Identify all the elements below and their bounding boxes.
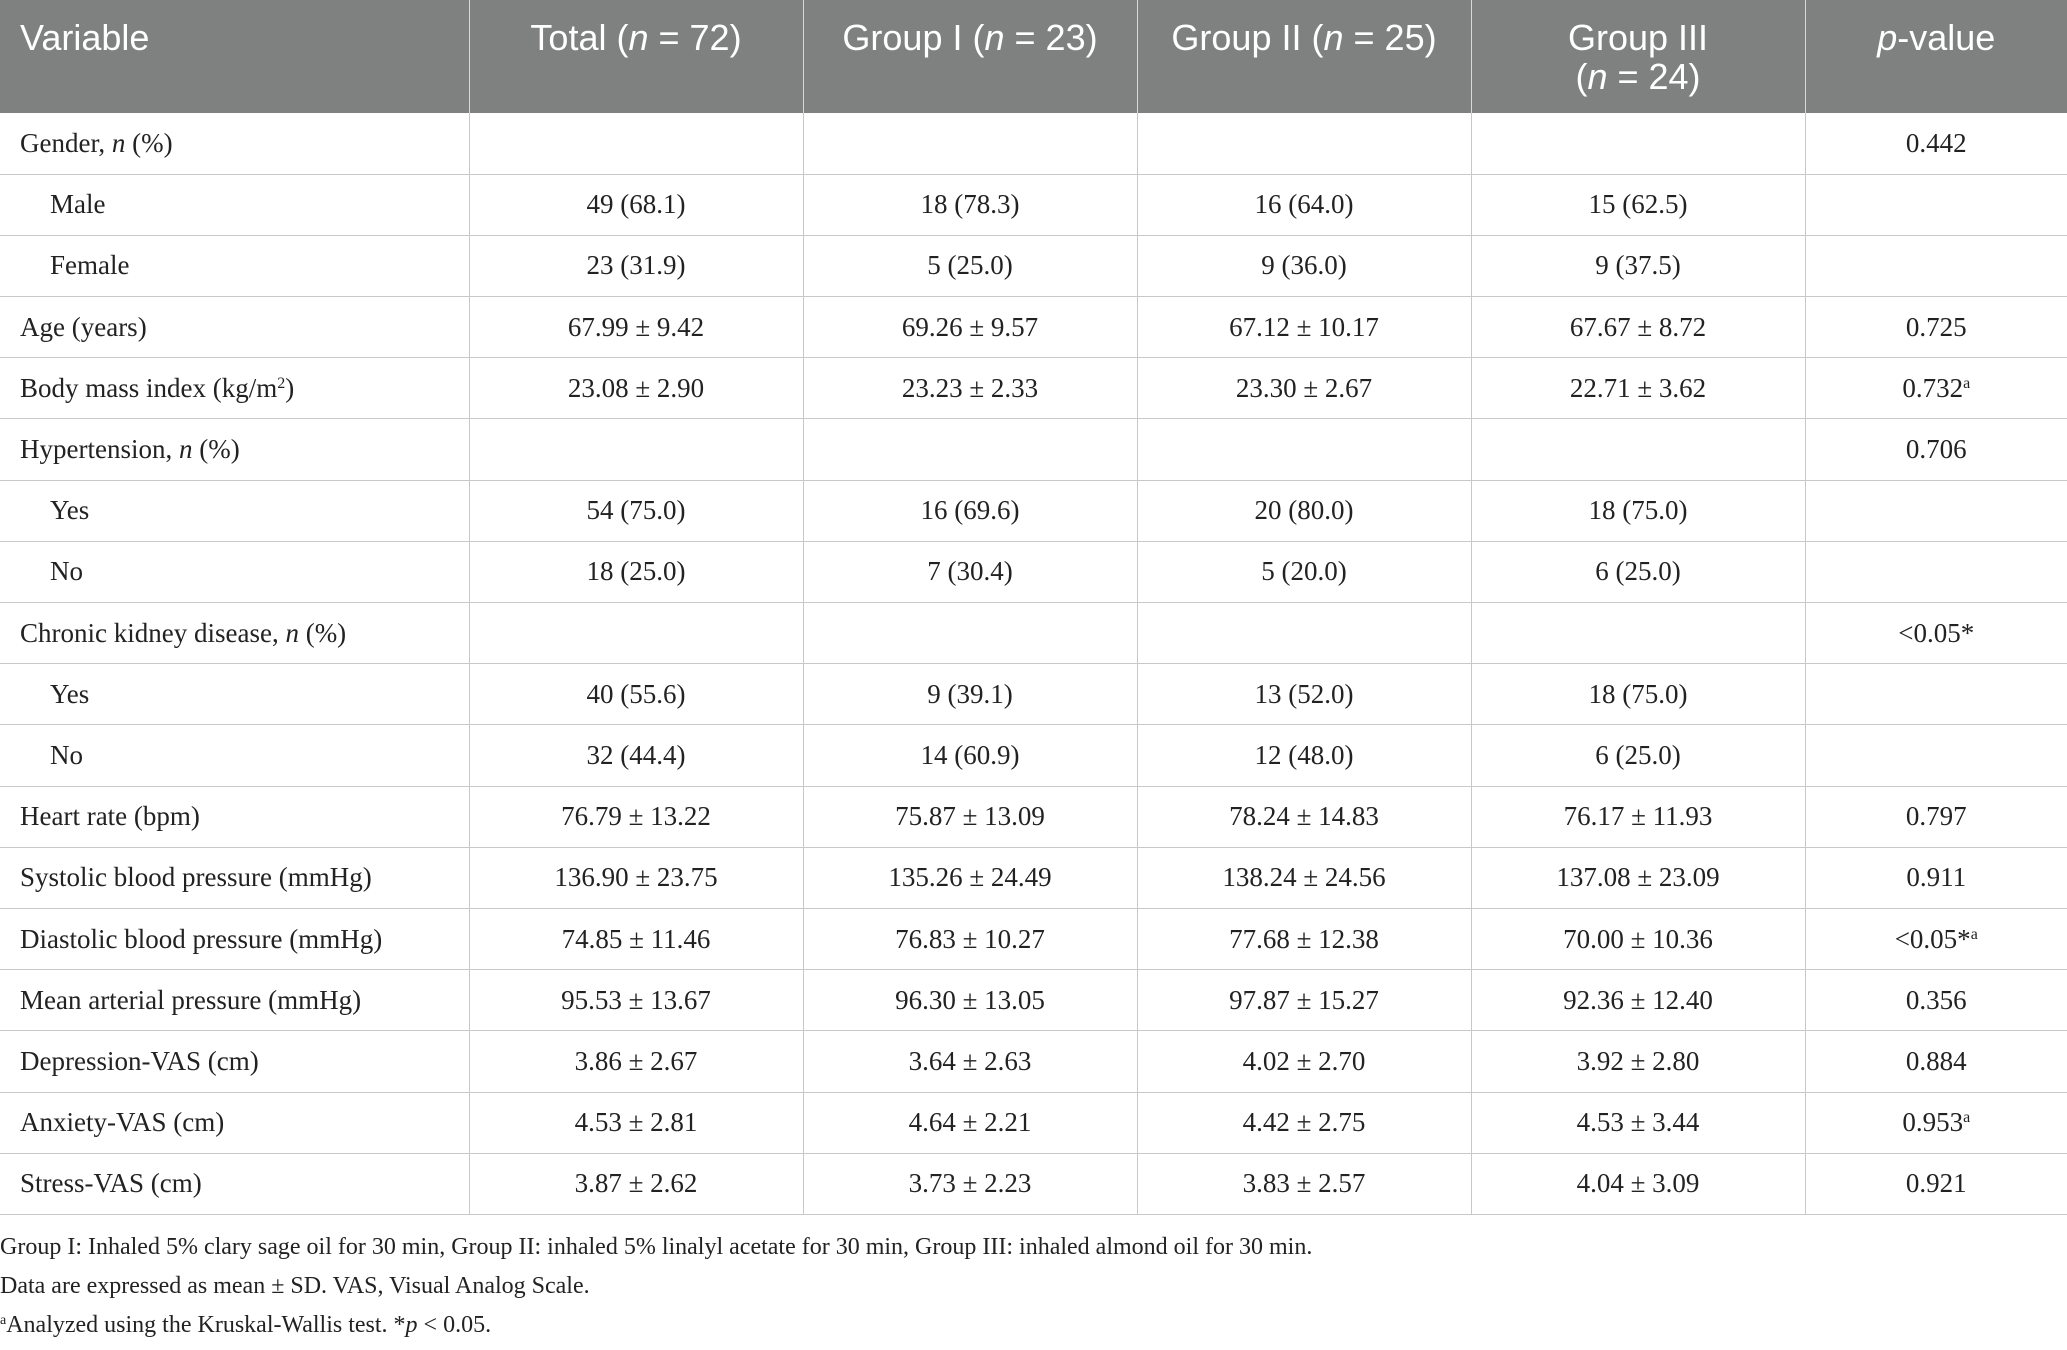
table-row — [0, 1031, 2067, 1092]
cell-group-1: 16 (69.6) — [803, 480, 1137, 541]
cell-p-value: 0.921 — [1805, 1153, 2067, 1214]
cell-group-3: 6 (25.0) — [1471, 725, 1805, 786]
row-label: No — [0, 725, 469, 786]
header-group-1: Group I (n = 23) — [803, 0, 1137, 113]
cell-group-3: 18 (75.0) — [1471, 480, 1805, 541]
cell-group-1: 18 (78.3) — [803, 174, 1137, 235]
table-row — [0, 786, 2067, 847]
footnote-kruskal-wallis: $^a$Analyzed using the Kruskal-Wallis test. *p < 0.05. — [0, 1312, 492, 1338]
footnote-groups: Group I: Inhaled 5% clary sage oil for 30 min, Group II: inhaled 5% linalyl acetate for 30 min, Group III: inhaled almond oil for 30 min. — [0, 1234, 1313, 1260]
cell-group-1: 3.64 ± 2.63 — [803, 1031, 1137, 1092]
cell-group-3: 3.92 ± 2.80 — [1471, 1031, 1805, 1092]
row-label: Age (years) — [0, 297, 469, 358]
cell-total: 76.79 ± 13.22 — [469, 786, 803, 847]
cell-group-1: 69.26 ± 9.57 — [803, 297, 1137, 358]
cell-p-value: 0.442 — [1805, 113, 2067, 174]
row-label: Yes — [0, 480, 469, 541]
table-row — [0, 358, 2067, 419]
cell-group-3: 15 (62.5) — [1471, 174, 1805, 235]
cell-group-3 — [1471, 419, 1805, 480]
cell-group-3: 6 (25.0) — [1471, 541, 1805, 602]
footnote-data: Data are expressed as mean ± SD. VAS, Visual Analog Scale. — [0, 1273, 590, 1299]
table-row — [0, 664, 2067, 725]
cell-p-value: 0.911 — [1805, 847, 2067, 908]
cell-total: 23.08 ± 2.90 — [469, 358, 803, 419]
cell-group-1: 75.87 ± 13.09 — [803, 786, 1137, 847]
cell-group-3: 137.08 ± 23.09 — [1471, 847, 1805, 908]
cell-group-1 — [803, 603, 1137, 664]
cell-group-1: 3.73 ± 2.23 — [803, 1153, 1137, 1214]
cell-group-3: 76.17 ± 11.93 — [1471, 786, 1805, 847]
cell-group-1: 23.23 ± 2.33 — [803, 358, 1137, 419]
table-row — [0, 603, 2067, 664]
cell-group-2: 20 (80.0) — [1137, 480, 1471, 541]
cell-group-2: 97.87 ± 15.27 — [1137, 970, 1471, 1031]
cell-p-value — [1805, 541, 2067, 602]
cell-group-3: 4.04 ± 3.09 — [1471, 1153, 1805, 1214]
row-label: Female — [0, 235, 469, 296]
table-footnotes — [0, 1228, 2067, 1345]
cell-p-value: 0.706 — [1805, 419, 2067, 480]
table-row — [0, 541, 2067, 602]
cell-group-2: 9 (36.0) — [1137, 235, 1471, 296]
cell-p-value — [1805, 235, 2067, 296]
header-row — [0, 0, 2067, 113]
row-label: Mean arterial pressure (mmHg) — [0, 970, 469, 1031]
cell-p-value: <0.05*$^a$ — [1805, 908, 2067, 969]
cell-group-2: 3.83 ± 2.57 — [1137, 1153, 1471, 1214]
cell-group-3: 67.67 ± 8.72 — [1471, 297, 1805, 358]
cell-total: 32 (44.4) — [469, 725, 803, 786]
cell-p-value: 0.356 — [1805, 970, 2067, 1031]
cell-total: 54 (75.0) — [469, 480, 803, 541]
cell-total: 3.87 ± 2.62 — [469, 1153, 803, 1214]
cell-group-2: 16 (64.0) — [1137, 174, 1471, 235]
row-label: Gender, n (%) — [0, 113, 469, 174]
header-group-2: Group II (n = 25) — [1137, 0, 1471, 113]
row-label: Heart rate (bpm) — [0, 786, 469, 847]
cell-group-1: 5 (25.0) — [803, 235, 1137, 296]
cell-total — [469, 113, 803, 174]
cell-p-value: 0.732$^a$ — [1805, 358, 2067, 419]
table-row — [0, 1153, 2067, 1214]
row-label: Chronic kidney disease, n (%) — [0, 603, 469, 664]
cell-group-2: 12 (48.0) — [1137, 725, 1471, 786]
cell-group-1: 4.64 ± 2.21 — [803, 1092, 1137, 1153]
cell-p-value: <0.05* — [1805, 603, 2067, 664]
table-row — [0, 847, 2067, 908]
cell-group-1: 7 (30.4) — [803, 541, 1137, 602]
row-label: Male — [0, 174, 469, 235]
table-row — [0, 725, 2067, 786]
cell-group-2 — [1137, 603, 1471, 664]
cell-p-value — [1805, 480, 2067, 541]
cell-group-2: 77.68 ± 12.38 — [1137, 908, 1471, 969]
cell-p-value: 0.725 — [1805, 297, 2067, 358]
cell-total: 40 (55.6) — [469, 664, 803, 725]
cell-group-2: 13 (52.0) — [1137, 664, 1471, 725]
cell-group-2: 4.02 ± 2.70 — [1137, 1031, 1471, 1092]
cell-p-value — [1805, 174, 2067, 235]
cell-group-3: 92.36 ± 12.40 — [1471, 970, 1805, 1031]
row-label: Anxiety-VAS (cm) — [0, 1092, 469, 1153]
cell-p-value: 0.953$^a$ — [1805, 1092, 2067, 1153]
cell-total: 23 (31.9) — [469, 235, 803, 296]
cell-group-3: 70.00 ± 10.36 — [1471, 908, 1805, 969]
cell-p-value — [1805, 725, 2067, 786]
cell-total: 95.53 ± 13.67 — [469, 970, 803, 1031]
table-row — [0, 297, 2067, 358]
cell-group-2: 5 (20.0) — [1137, 541, 1471, 602]
cell-group-2: 67.12 ± 10.17 — [1137, 297, 1471, 358]
cell-group-2: 78.24 ± 14.83 — [1137, 786, 1471, 847]
cell-group-1: 76.83 ± 10.27 — [803, 908, 1137, 969]
header-group-3: Group III (n = 24) — [1471, 0, 1805, 113]
table-row — [0, 419, 2067, 480]
table-row — [0, 908, 2067, 969]
cell-total: 67.99 ± 9.42 — [469, 297, 803, 358]
cell-total — [469, 419, 803, 480]
cell-group-1: 135.26 ± 24.49 — [803, 847, 1137, 908]
cell-total: 136.90 ± 23.75 — [469, 847, 803, 908]
cell-group-3: 18 (75.0) — [1471, 664, 1805, 725]
cell-group-2 — [1137, 113, 1471, 174]
cell-group-1: 9 (39.1) — [803, 664, 1137, 725]
header-p-value: p-value — [1805, 0, 2067, 113]
cell-group-3 — [1471, 603, 1805, 664]
cell-group-1: 14 (60.9) — [803, 725, 1137, 786]
table-row — [0, 113, 2067, 174]
cell-group-2 — [1137, 419, 1471, 480]
cell-group-2: 4.42 ± 2.75 — [1137, 1092, 1471, 1153]
cell-total: 3.86 ± 2.67 — [469, 1031, 803, 1092]
cell-group-3: 4.53 ± 3.44 — [1471, 1092, 1805, 1153]
cell-p-value: 0.884 — [1805, 1031, 2067, 1092]
cell-total: 18 (25.0) — [469, 541, 803, 602]
row-label: Stress-VAS (cm) — [0, 1153, 469, 1214]
cell-group-3: 22.71 ± 3.62 — [1471, 358, 1805, 419]
row-label: No — [0, 541, 469, 602]
cell-group-2: 23.30 ± 2.67 — [1137, 358, 1471, 419]
table-row — [0, 1092, 2067, 1153]
table-row — [0, 970, 2067, 1031]
row-label: Body mass index $(kg/m^2)$ — [0, 358, 469, 419]
cell-group-1 — [803, 419, 1137, 480]
row-label: Yes — [0, 664, 469, 725]
cell-group-3 — [1471, 113, 1805, 174]
table-row — [0, 235, 2067, 296]
table-row — [0, 480, 2067, 541]
header-total: Total (n = 72) — [469, 0, 803, 113]
row-label: Hypertension, n (%) — [0, 419, 469, 480]
table-row — [0, 174, 2067, 235]
cell-p-value — [1805, 664, 2067, 725]
cell-p-value: 0.797 — [1805, 786, 2067, 847]
cell-group-1: 96.30 ± 13.05 — [803, 970, 1137, 1031]
cell-total: 4.53 ± 2.81 — [469, 1092, 803, 1153]
header-variable: Variable — [0, 0, 469, 113]
row-label: Systolic blood pressure (mmHg) — [0, 847, 469, 908]
row-label: Depression-VAS (cm) — [0, 1031, 469, 1092]
cell-total: 74.85 ± 11.46 — [469, 908, 803, 969]
row-label: Diastolic blood pressure (mmHg) — [0, 908, 469, 969]
cell-group-3: 9 (37.5) — [1471, 235, 1805, 296]
cell-total — [469, 603, 803, 664]
cell-group-2: 138.24 ± 24.56 — [1137, 847, 1471, 908]
cell-group-1 — [803, 113, 1137, 174]
cell-total: 49 (68.1) — [469, 174, 803, 235]
